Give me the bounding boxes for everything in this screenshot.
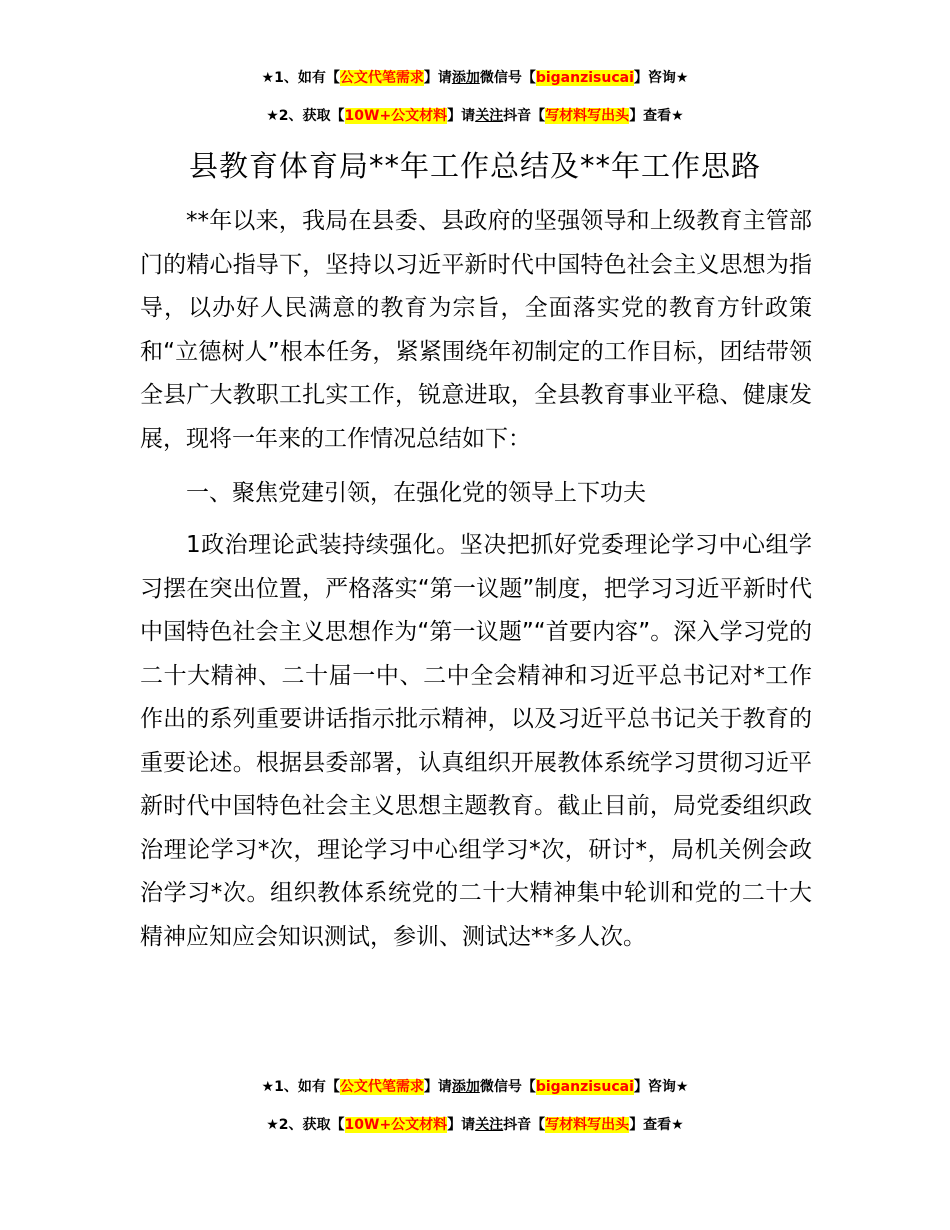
bottom-banner-line-2 [0,1115,950,1135]
banner-text: 】请 [447,1117,476,1133]
banner-text: 微信号【 [479,1079,536,1095]
banner-text: 】查看★ [629,1117,684,1133]
banner-highlight: 公文代笔需求 [339,70,424,86]
banner-text: 】请 [447,108,476,124]
banner-text: ★1、如有【 [261,70,340,86]
banner-underline: 关注 [475,1117,504,1133]
banner-text: ★1、如有【 [261,1079,340,1095]
banner-underline: 添加 [451,70,480,86]
banner-text: ★2、获取【 [266,1117,345,1133]
banner-highlight: 写材料写出头 [545,1117,630,1133]
top-banner-line-2 [0,106,950,126]
banner-text: 】咨询★ [633,1079,689,1095]
banner-highlight: biganzisucai [535,1079,634,1095]
banner-text: 】请 [423,1079,452,1095]
document-title: 县教育体育局**年工作总结及**年工作思路 [188,149,761,183]
banner-text: 抖音【 [503,108,546,124]
banner-underline: 关注 [475,108,504,124]
banner-text: ★2、获取【 [266,108,345,124]
banner-highlight: 写材料写出头 [545,108,630,124]
banner-text: 】请 [423,70,452,86]
bottom-banner-line-1 [0,1077,950,1097]
banner-text: 】咨询★ [633,70,689,86]
banner-text: 】查看★ [629,108,684,124]
item-paragraph: 1政治理论武装持续强化。坚决把抓好党委理论学习中心组学习摆在突出位置，严格落实“第一议题”制度，把学习习近平新时代中国特色社会主义思想作为“第一议题”“首要内容”。深入学习党的二十大精神、二十届一中、二中全会精神和习近平总书记对*工作作出的系列重要讲话指示批示精神，以及习近平总书记关于教育的重要论述。根据县委部署，认真组织开展教体系统学习贯彻习近平新时代中国特色社会主义思想主题教育。截止目前，局党委组织政治理论学习*次，理论学习中心组学习*次，研讨*，局机关例会政治学习*次。组织教体系统党的二十大精神集中轮训和党的二十大精神应知应会知识测试，参训、测试达**多人次。 [140,532,812,950]
banner-text: 微信号【 [479,70,536,86]
banner-highlight: 公文代笔需求 [339,1079,424,1095]
banner-underline: 添加 [451,1079,480,1095]
banner-highlight: 10W+公文材料 [344,108,448,124]
intro-paragraph: **年以来，我局在县委、县政府的坚强领导和上级教育主管部门的精心指导下，坚持以习近平新时代中国特色社会主义思想为指导，以办好人民满意的教育为宗旨，全面落实党的教育方针政策和“立德树人”根本任务，紧紧围绕年初制定的工作目标，团结带领全县广大教职工扎实工作，锐意进取，全县教育事业平稳、健康发展，现将一年来的工作情况总结如下： [140,208,812,452]
top-banner-line-1 [0,68,950,88]
banner-highlight: biganzisucai [535,70,634,86]
banner-text: 抖音【 [503,1117,546,1133]
banner-highlight: 10W+公文材料 [344,1117,448,1133]
section-heading: 一、聚焦党建引领，在强化党的领导上下功夫 [186,480,646,506]
